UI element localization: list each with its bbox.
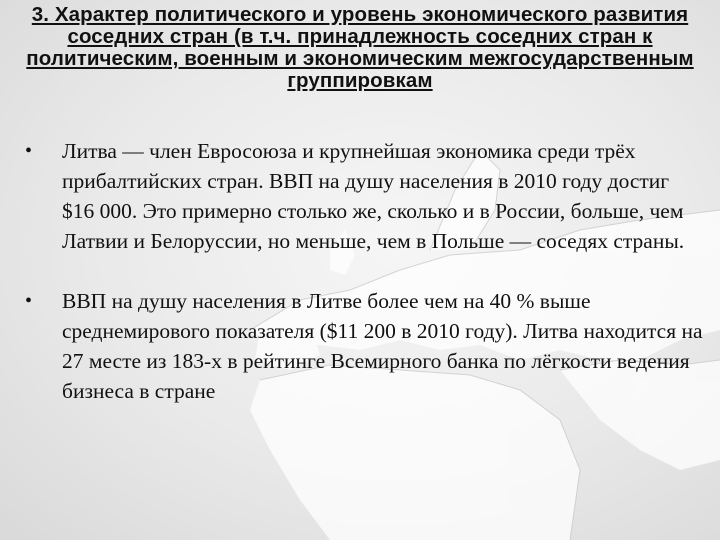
bullet-list — [25, 136, 705, 436]
bullet-item — [25, 286, 705, 406]
slide-title: 3. Характер политического и уровень экономического развития соседних стран (в т.ч. принадлежность соседних стран к политическим, военным и экономическим межгосударственным группировкам — [26, 3, 694, 92]
bullet-item — [25, 136, 705, 256]
bullet-text: ВВП на душу населения в Литве более чем на 40 % выше среднемирового показателя ($11 200 в 2010 году). Литва находится на 27 месте из 183-х в рейтинге Всемирного банка по лёгкости ведения бизнеса в стране — [62, 289, 703, 403]
bullet-text: Литва — член Евросоюза и крупнейшая экономика среди трёх прибалтийских стран. ВВП на душу населения в 2010 году достиг $16 000. Это примерно столько же, сколько и в России, больше, чем Латвии и Белоруссии, но меньше, чем в Польше — соседях страны. — [62, 139, 685, 253]
bullet-marker: • — [25, 140, 33, 162]
bullet-marker: • — [25, 290, 33, 312]
